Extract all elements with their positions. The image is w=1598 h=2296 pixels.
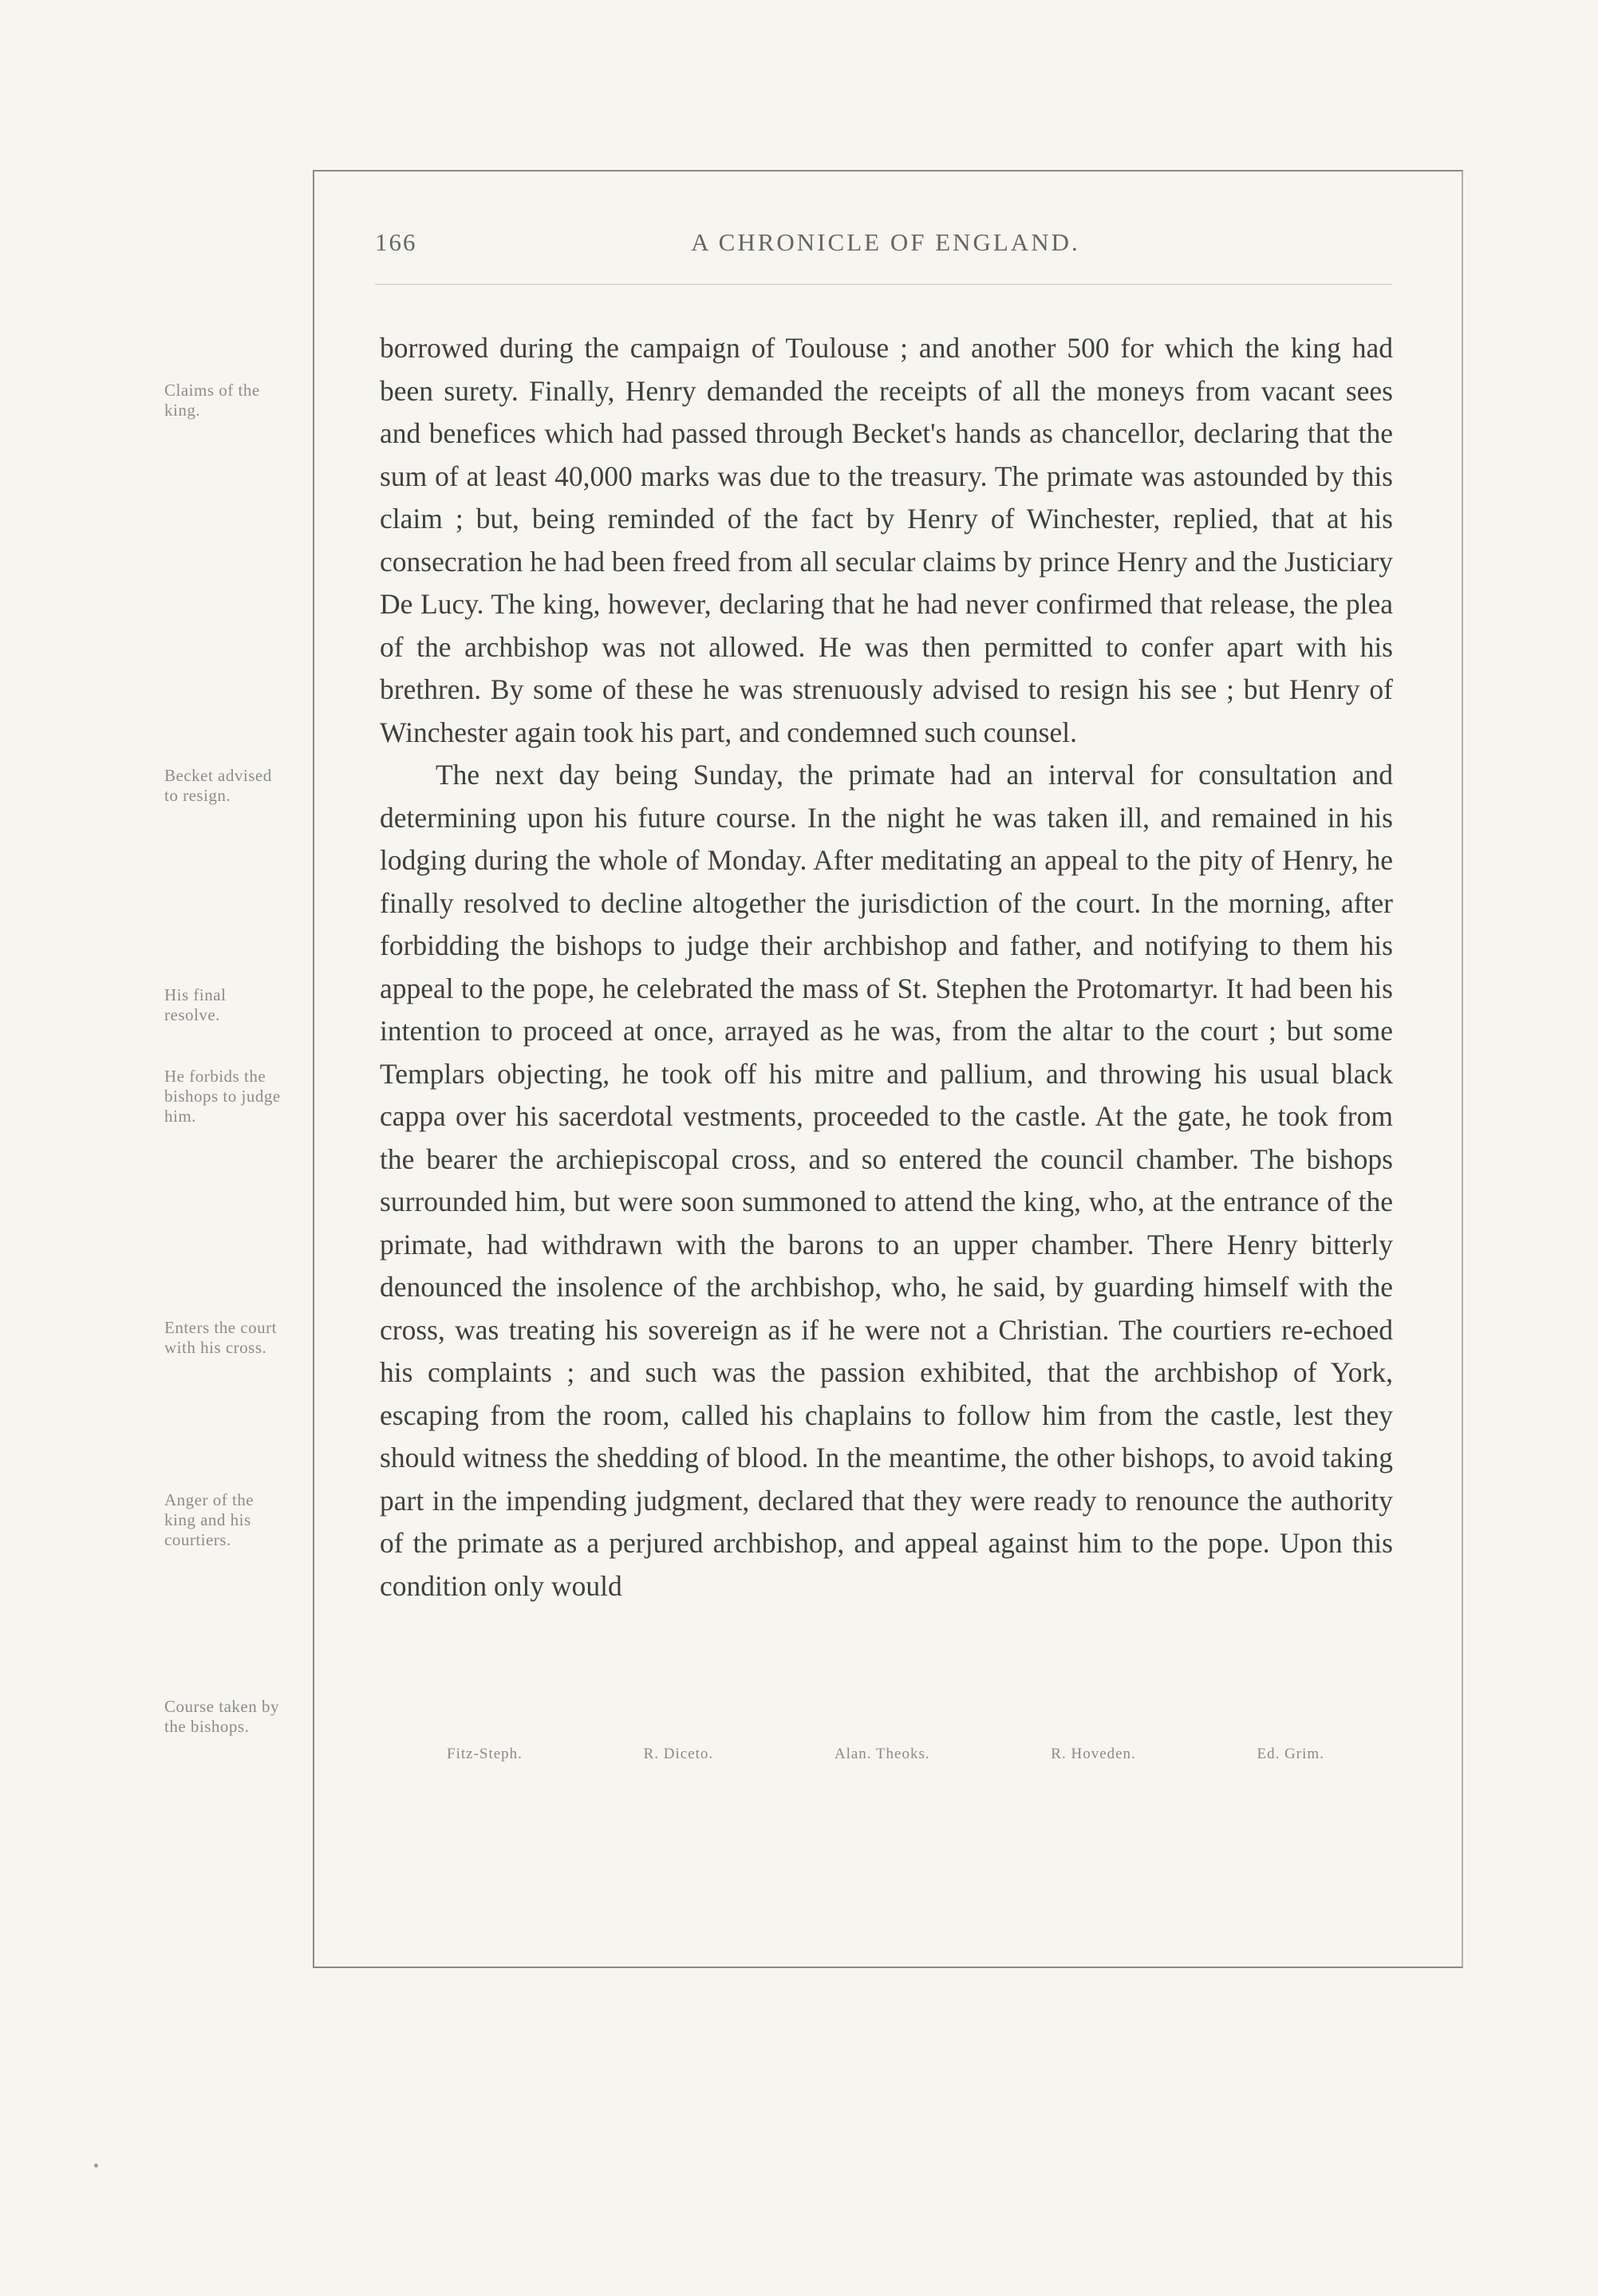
margin-note-he-forbids-the-bishops: He forbids the bishops to judge him.	[164, 1067, 281, 1126]
authority-citation: R. Diceto.	[643, 1746, 714, 1762]
paragraph: The next day being Sunday, the primate had an interval for consultation and determining upon his future course. In the night he was taken ill, and remained in his lodging during the whole of Monday. After meditating an appeal to the pity of Henry, he finally resolved to decline altogether the jurisdiction of the court. In the morning, after forbidding the bishops to judge their archbishop and father, and notifying to them his appeal to the pope, he celebrated the mass of St. Stephen the Protomartyr. It had been his intention to proceed at once, arrayed as he was, from the altar to the court ; but some Templars objecting, he took off his mitre and pallium, and throwing his usual black cappa over his sacerdotal vestments, proceeded to the castle. At the gate, he took from the bearer the archiepiscopal cross, and so entered the council chamber. The bishops surrounded him, but were soon summoned to attend the king, who, at the entrance of the primate, had withdrawn with the barons to an upper chamber. There Henry bitterly denounced the insolence of the archbishop, who, he said, by guarding himself with the cross, was treating his sovereign as if he were not a Christian. The courtiers re-echoed his complaints ; and such was the passion exhibited, that the archbishop of York, escaping from the room, called his chaplains to follow him from the castle, lest they should witness the shedding of blood. In the meantime, the other bishops, to avoid taking part in the impending judgment, declared that they were ready to renounce the authority of the primate as a perjured archbishop, and appeal against him to the pope. Upon this condition only would	[380, 759, 1393, 1602]
margin-note-anger-of-the-king: Anger of the king and his courtiers.	[164, 1490, 254, 1549]
header-rule	[375, 284, 1392, 285]
margin-note-claims-of-the-king: Claims of the king.	[164, 381, 260, 420]
authority-citation: Alan. Theoks.	[834, 1746, 930, 1762]
paper-speck	[94, 2164, 98, 2168]
body-text	[380, 327, 1393, 1608]
running-title: A CHRONICLE OF ENGLAND.	[691, 228, 1080, 256]
authority-citation: R. Hoveden.	[1051, 1746, 1136, 1762]
authority-citation: Ed. Grim.	[1257, 1746, 1324, 1762]
page-header	[375, 228, 1396, 268]
margin-note-course-taken-by-bishops: Course taken by the bishops.	[164, 1697, 279, 1736]
margin-note-becket-advised-to-resign: Becket advised to resign.	[164, 766, 272, 805]
margin-note-enters-the-court: Enters the court with his cross.	[164, 1318, 277, 1357]
authority-citation: Fitz-Steph.	[447, 1746, 523, 1762]
authorities-footer	[447, 1746, 1324, 1763]
paragraph: borrowed during the campaign of Toulouse ; and another 500 for which the king had been surety. Finally, Henry demanded the receipts of all the moneys from vacant sees and benefices which had passed through Becket's hands as chancellor, declaring that the sum of at least 40,000 marks was due to the treasury. The primate was astounded by this claim ; but, being reminded of the fact by Henry of Winchester, replied, that at his consecration he had been freed from all secular claims by prince Henry and the Justiciary De Lucy. The king, however, declaring that he had never confirmed that release, the plea of the archbishop was not allowed. He was then permitted to confer apart with his brethren. By some of these he was strenuously advised to resign his see ; but Henry of Winchester again took his part, and condemned such counsel.	[380, 332, 1393, 748]
page-number: 166	[375, 228, 417, 256]
margin-note-his-final-resolve: His final resolve.	[164, 985, 227, 1024]
